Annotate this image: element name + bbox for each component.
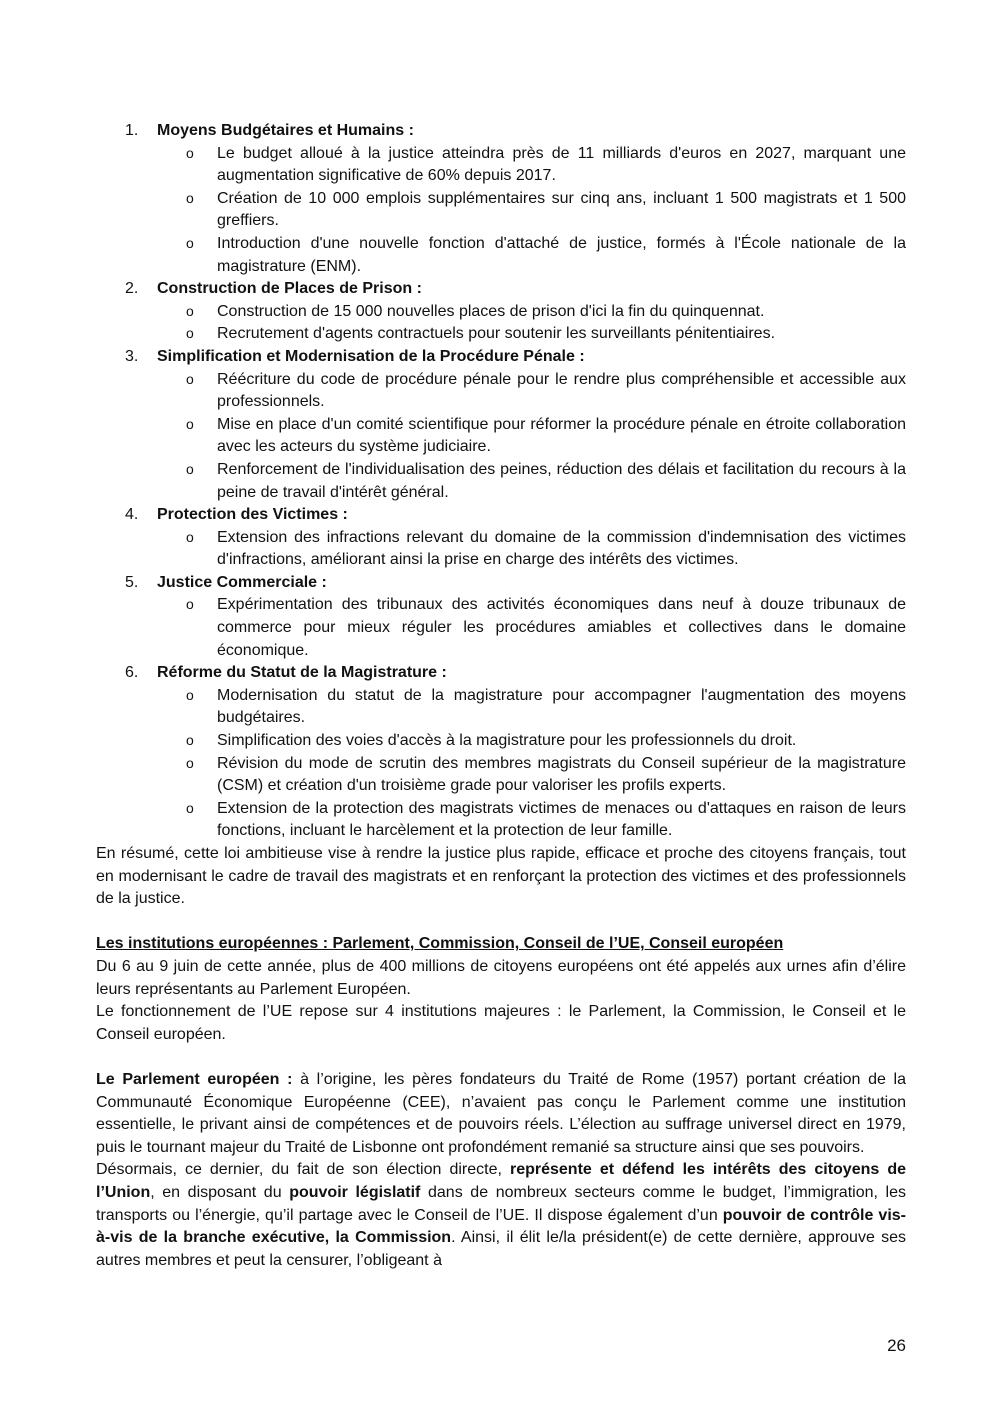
bullet-marker: o <box>186 325 194 342</box>
bullet-marker: o <box>186 596 194 613</box>
list-item <box>96 346 906 504</box>
sub-bullet <box>157 753 906 798</box>
list-item-title: Simplification et Modernisation de la Procédure Pénale : <box>157 347 585 365</box>
list-item-title: Protection des Victimes : <box>157 506 348 524</box>
list-item-title: Réforme du Statut de la Magistrature : <box>157 664 447 682</box>
bullet-text: Révision du mode de scrutin des membres magistrats du Conseil supérieur de la magistrature (CSM) et création d'un troisième grade pour valoriser les profils experts. <box>217 754 906 795</box>
sub-bullets <box>157 685 906 843</box>
list-item-title: Construction de Places de Prison : <box>157 280 422 298</box>
bullet-text: Réécriture du code de procédure pénale pour le rendre plus compréhensible et accessible aux professionnels. <box>217 370 906 411</box>
emphasis-text: pouvoir législatif <box>289 1183 421 1201</box>
bullet-marker: o <box>186 460 194 477</box>
bullet-text: Simplification des voies d'accès à la magistrature pour les professionnels du droit. <box>217 732 797 750</box>
list-item-title: Justice Commerciale : <box>157 573 327 591</box>
section-heading: Les institutions européennes : Parlement, Commission, Conseil de l’UE, Conseil européen <box>96 935 784 953</box>
paragraph-text: Désormais, ce dernier, du fait de son élection directe, <box>96 1161 510 1179</box>
sub-bullets <box>157 369 906 505</box>
spacer <box>96 1046 906 1069</box>
page-content <box>96 120 906 1272</box>
list-item-number: 1. <box>125 122 139 139</box>
section-intro-paragraph: Du 6 au 9 juin de cette année, plus de 400 millions de citoyens européens ont été appelés aux urnes afin d’élire leurs représentants au Parlement Européen. <box>96 957 906 998</box>
list-item <box>96 278 906 346</box>
bullet-marker: o <box>186 686 194 703</box>
bullet-marker: o <box>186 234 194 251</box>
sub-bullet <box>157 369 906 414</box>
sub-bullet <box>157 143 906 188</box>
bullet-marker: o <box>186 302 194 319</box>
list-item <box>96 572 906 662</box>
bullet-text: Construction de 15 000 nouvelles places de prison d'ici la fin du quinquennat. <box>217 302 765 320</box>
bullet-text: Renforcement de l'individualisation des peines, réduction des délais et facilitation du recours à la peine de travail d'intérêt général. <box>217 460 906 501</box>
list-item-number: 2. <box>125 280 139 298</box>
sub-bullet <box>157 685 906 730</box>
reform-list <box>96 120 906 843</box>
list-item-number: 3. <box>125 347 139 365</box>
bullet-text: Extension de la protection des magistrats victimes de menaces ou d'attaques en raison de leurs fonctions, incluant le harcèlement et la protection de leur famille. <box>217 799 906 840</box>
bullet-marker: o <box>186 528 194 545</box>
sub-bullet <box>157 798 906 843</box>
spacer <box>96 911 906 934</box>
bullet-marker: o <box>186 415 194 432</box>
bullet-text: Expérimentation des tribunaux des activités économiques dans neuf à douze tribunaux de commerce pour mieux réguler les procédures amiables et collectives dans le domaine économique. <box>217 596 906 659</box>
paragraph-text: dans de nombreux secteurs comme le budget, l’immigration, les transports ou l’énergie, qu’il partage avec le Conseil de l’UE. Il dispose également d’un <box>96 1183 906 1224</box>
sub-bullet <box>157 459 906 504</box>
bullet-text: Mise en place d'un comité scientifique pour réformer la procédure pénale en étroite collaboration avec les acteurs du système judiciaire. <box>217 415 906 456</box>
section-intro-paragraph: Le fonctionnement de l’UE repose sur 4 institutions majeures : le Parlement, la Commission, le Conseil et le Conseil européen. <box>96 1003 906 1043</box>
bullet-text: Création de 10 000 emplois supplémentaires sur cinq ans, incluant 1 500 magistrats et 1 500 greffiers. <box>217 189 906 230</box>
paragraph-text: . Ainsi, il élit le/la président(e) de cette dernière, approuve ses autres membres et peut la censurer, l’obligeant à <box>96 1229 907 1269</box>
parlement-paragraph <box>96 1069 906 1159</box>
bullet-text: Le budget alloué à la justice atteindra près de 11 milliards d'euros en 2027, marquant une augmentation significative de 60% depuis 2017. <box>217 144 906 185</box>
sub-bullet <box>157 414 906 459</box>
emphasis-text: représente et défend les intérêts des citoyens de l’Union <box>96 1161 906 1201</box>
bullet-marker: o <box>186 732 194 749</box>
list-item <box>96 662 906 843</box>
sub-bullet <box>157 233 906 278</box>
page-number: 26 <box>887 1336 906 1355</box>
bullet-marker: o <box>186 799 194 816</box>
bullet-marker: o <box>186 189 194 206</box>
sub-bullets <box>157 527 906 572</box>
list-item-number: 6. <box>125 664 139 682</box>
parlement-text: à l’origine, les pères fondateurs du Traité de Rome (1957) portant création de la Communauté Économique Européenne (CEE), n’avaient pas conçu le Parlement comme une institution essentielle, le privant ainsi de compétences et de pouvoirs réels. L’élection au suffrage universel direct en 1979, puis le tournant majeur du Traité de Lisbonne ont profondément remanié sa structure ainsi que ses pouvoirs. <box>96 1070 907 1156</box>
paragraph-text: , en disposant du <box>150 1183 290 1201</box>
sub-bullet <box>157 594 906 662</box>
parlement-lead: Le Parlement européen : <box>96 1070 293 1088</box>
sub-bullet <box>157 527 906 572</box>
bullet-text: Introduction d'une nouvelle fonction d'attaché de justice, formés à l'École nationale de la magistrature (ENM). <box>217 234 906 275</box>
bullet-marker: o <box>186 144 194 161</box>
sub-bullet <box>157 323 906 346</box>
sub-bullets <box>157 301 906 346</box>
bullet-marker: o <box>186 370 194 387</box>
sub-bullet <box>157 730 906 753</box>
bullet-marker: o <box>186 754 194 771</box>
list-item-title: Moyens Budgétaires et Humains : <box>157 122 414 139</box>
summary-paragraph: En résumé, cette loi ambitieuse vise à rendre la justice plus rapide, efficace et proche des citoyens français, tout en modernisant le cadre de travail des magistrats et en renforçant la protection des victimes et des professionnels de la justice. <box>96 845 906 908</box>
sub-bullet <box>157 188 906 233</box>
sub-bullet <box>157 301 906 324</box>
list-item-number: 5. <box>125 573 139 591</box>
sub-bullets <box>157 594 906 662</box>
bullet-text: Recrutement d'agents contractuels pour soutenir les surveillants pénitentiaires. <box>217 325 776 343</box>
emphasis-text: pouvoir de contrôle vis-à-vis de la branche exécutive, la Commission <box>96 1206 906 1247</box>
parlement-powers-paragraph <box>96 1159 906 1272</box>
list-item <box>96 120 906 278</box>
bullet-text: Extension des infractions relevant du domaine de la commission d'indemnisation des victimes d'infractions, améliorant ainsi la prise en charge des intérêts des victimes. <box>217 528 906 569</box>
list-item-number: 4. <box>125 506 139 524</box>
list-item <box>96 504 906 572</box>
sub-bullets <box>157 143 906 279</box>
bullet-text: Modernisation du statut de la magistrature pour accompagner l'augmentation des moyens budgétaires. <box>217 686 906 727</box>
